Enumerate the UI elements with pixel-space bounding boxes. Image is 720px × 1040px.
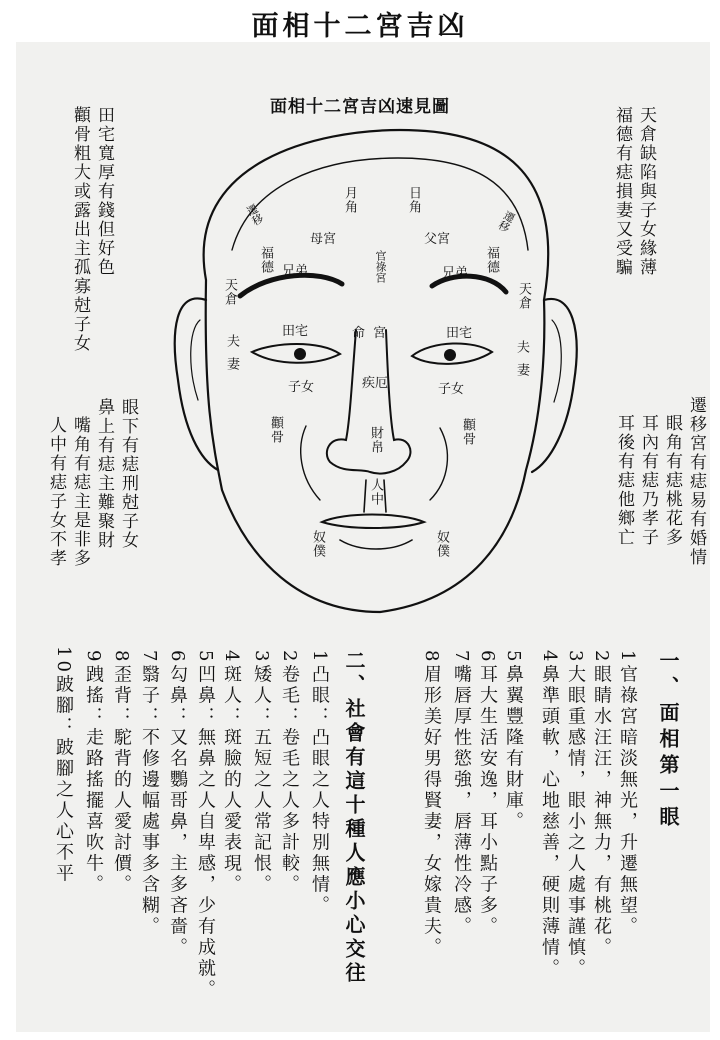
note-mid-right-3: 耳內有痣乃孝子 [638,414,658,547]
label-life-palace: 命宮 [352,326,395,341]
label-sun-horn: 日角 [406,186,421,214]
label-cheekbone-left: 顴骨 [268,416,283,444]
note-mid-right-4: 耳後有痣他鄉亡 [614,414,634,547]
label-fortune-right: 福德 [484,246,499,274]
section1-item: 1官祿宮暗淡無光，升遷無望。 [617,650,638,938]
label-mother-palace: 母宮 [310,232,337,247]
section1-item: 6耳大生活安逸，耳小點子多。 [477,650,498,938]
label-wealth: 財帛 [368,426,383,454]
label-father-palace: 父宮 [424,232,451,247]
label-siblings-left: 兄弟 [282,264,309,279]
section2-item: 5凹鼻：無鼻之人自卑感，少有成就。 [195,650,216,1001]
note-top-left-2: 顴骨粗大或露出主孤寡尅子女 [70,106,90,353]
label-health: 疾厄 [362,376,389,391]
label-spouse-right: 夫妻 [514,340,529,386]
section2-heading: 二、社會有這十種人應小心交往 [342,650,366,986]
label-property-right: 田宅 [446,326,473,341]
page-title: 面相十二宮吉凶 [251,11,469,42]
section2-item: 3矮人：五短之人常記恨。 [251,650,272,896]
section2-item: 1凸眼：凸眼之人特別無情。 [309,650,330,917]
label-servants-right: 奴僕 [434,530,449,558]
note-mid-left-2: 鼻上有痣主難聚財 [94,398,114,550]
label-servants-left: 奴僕 [310,530,325,558]
label-cheekbone-right: 顴骨 [460,418,475,446]
note-mid-right-1: 遷移宮有痣易有婚情 [686,396,706,567]
label-fortune-left: 福德 [258,246,273,274]
label-heaven-granary-right: 天倉 [516,282,531,310]
label-heaven-granary-left: 天倉 [222,278,237,306]
label-children-left: 子女 [288,380,315,395]
section1-item: 3大眼重感情，眼小之人處事謹慎。 [565,650,586,980]
note-top-left-1: 田宅寬厚有錢但好色 [94,106,114,277]
right-ear [532,299,577,472]
label-philtrum: 人中 [368,478,383,506]
label-migration-right: 遷移 [495,208,518,234]
section2-item: 8歪背：駝背的人愛討價。 [111,650,132,896]
diagram-heading: 面相十二宮吉凶速見圖 [270,97,450,117]
label-property-left: 田宅 [282,324,309,339]
section2-item: 10跛腳：跛腳之人心不平 [53,646,74,885]
section2-item: 7翳子：不修邊幅處事多含糊。 [139,650,160,938]
section1-item: 7嘴唇厚性慾強，唇薄性冷感。 [451,650,472,938]
label-moon-horn: 月角 [342,186,357,214]
section1-item: 4鼻準頭軟，心地慈善，硬則薄情。 [539,650,560,980]
note-mid-right-2: 眼角有痣桃花多 [662,414,682,547]
label-siblings-right: 兄弟 [442,266,469,281]
note-mid-left-4: 人中有痣子女不孝 [46,416,66,568]
section2-item: 4斑人：斑臉的人愛表現。 [221,650,242,896]
note-mid-left-1: 眼下有痣刑尅子女 [118,398,138,550]
section2-item: 9跩搖：走路搖擺喜吹牛。 [83,650,104,896]
label-children-right: 子女 [438,382,465,397]
section1-item: 8眉形美好男得賢妻，女嫁貴夫。 [421,650,442,959]
label-spouse-left: 夫妻 [224,334,239,380]
label-official-palace: 官祿宮 [374,250,387,283]
section2-item: 2卷毛：卷毛之人多計較。 [279,650,300,896]
note-top-right-2: 福德有痣損妻又受騙 [612,106,632,277]
section1-heading: 一、面相第一眼 [656,650,680,832]
section1-item: 2眼睛水汪汪，神無力，有桃花。 [591,650,612,959]
mouth [322,515,424,529]
note-top-right-1: 天倉缺陷與子女緣薄 [636,106,656,277]
note-mid-left-3: 嘴角有痣主是非多 [70,416,90,568]
left-pupil [294,348,306,360]
section1-item: 5鼻翼豐隆有財庫。 [503,650,524,833]
right-pupil [444,349,456,361]
section2-item: 6勾鼻：又名鸚哥鼻，主多吝嗇。 [167,650,188,959]
label-migration-left: 遷移 [243,202,266,228]
